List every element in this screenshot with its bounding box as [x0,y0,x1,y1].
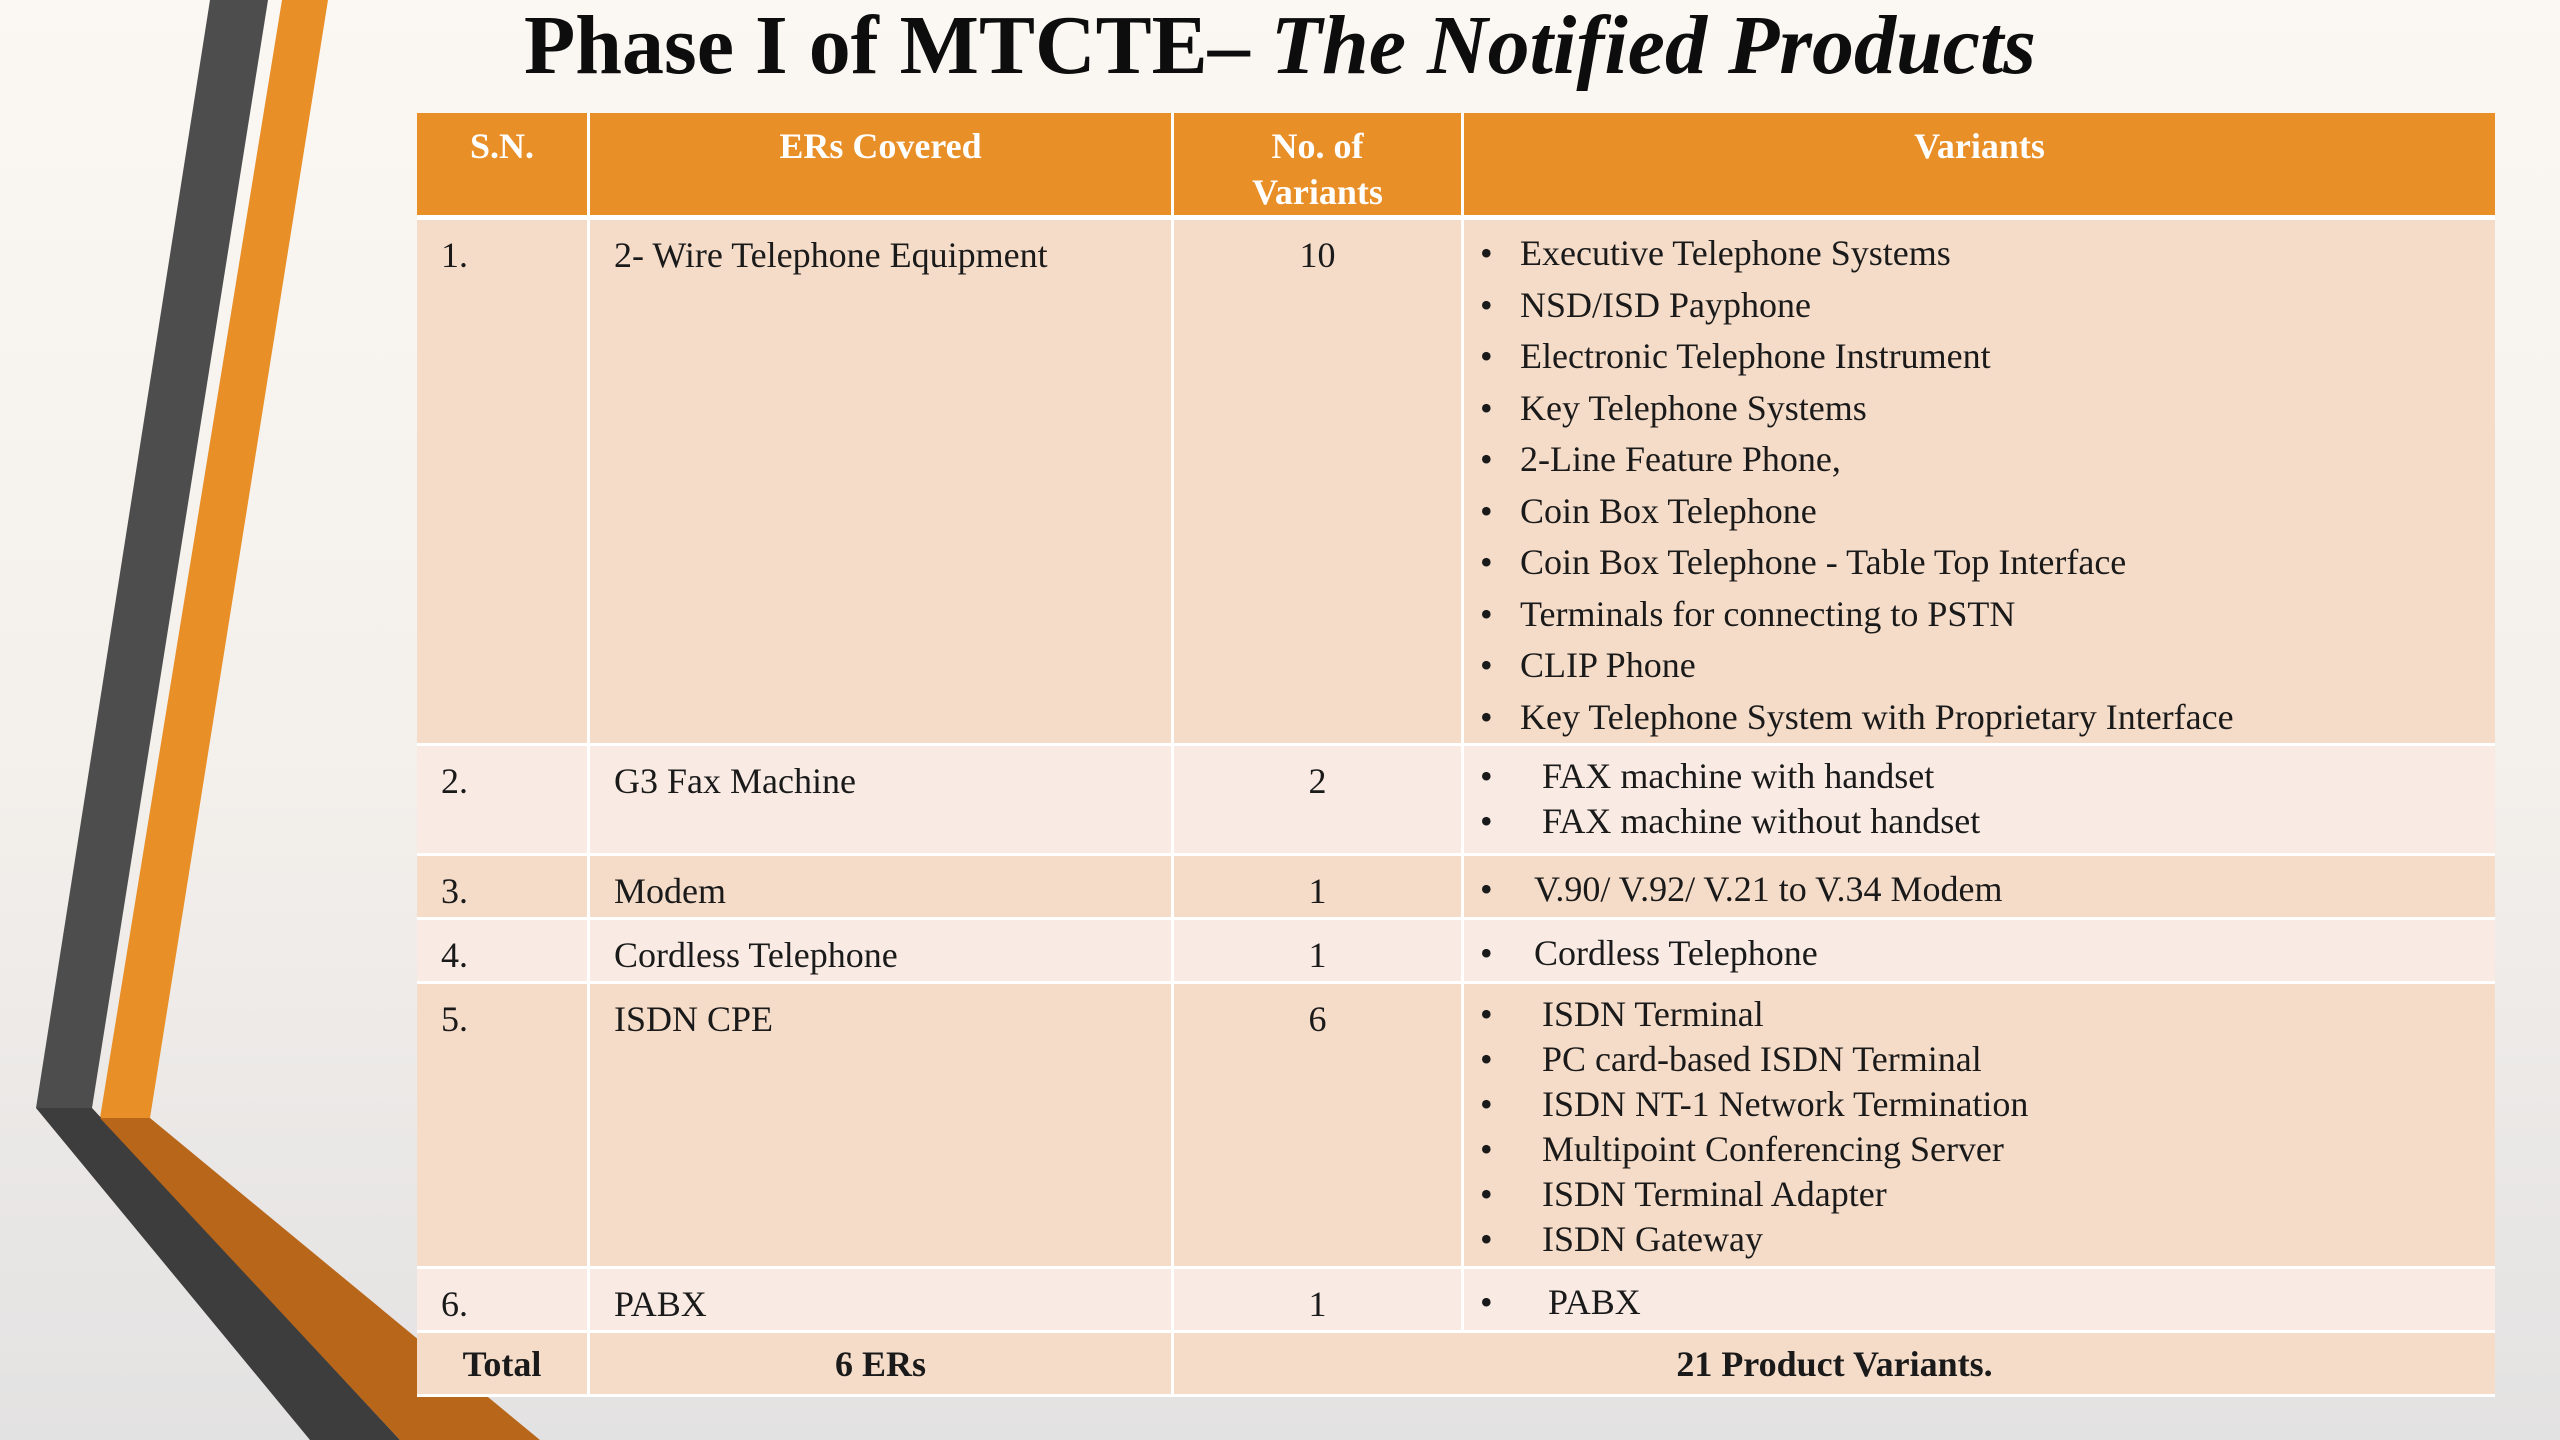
variant-list [1480,1277,2495,1327]
table-row [417,220,2495,746]
row-count: 6 [1174,984,1464,1269]
row-variants [1464,746,2495,856]
header-variants: Variants [1464,113,2495,220]
row-variants [1464,1269,2495,1333]
table-row [417,856,2495,920]
row-count: 1 [1174,920,1464,984]
variant-item: • Cordless Telephone [1480,928,2495,978]
variant-item: • Terminals for connecting to PSTN [1480,589,2495,641]
variant-item: • Key Telephone Systems [1480,383,2495,435]
table-row [417,746,2495,856]
header-no-of-variants-line2: Variants [1252,172,1383,212]
total-variants: 21 Product Variants. [1174,1333,2495,1397]
variant-item: • Electronic Telephone Instrument [1480,331,2495,383]
row-variants [1464,984,2495,1269]
table-row [417,920,2495,984]
row-variants [1464,920,2495,984]
row-er: G3 Fax Machine [590,746,1174,856]
row-er: Modem [590,856,1174,920]
row-sn: 6. [417,1269,590,1333]
variant-item: • V.90/ V.92/ V.21 to V.34 Modem [1480,864,2495,914]
products-table [417,113,2495,1397]
header-no-of-variants [1174,113,1464,220]
variant-item: • FAX machine with handset [1480,754,2495,799]
row-variants [1464,220,2495,746]
variant-item: • 2-Line Feature Phone, [1480,434,2495,486]
variant-item: • CLIP Phone [1480,640,2495,692]
variant-item: • FAX machine without handset [1480,799,2495,844]
gray-diagonal-stripe [36,1108,400,1440]
variant-list [1480,992,2495,1262]
variant-item: • Coin Box Telephone - Table Top Interface [1480,537,2495,589]
row-er: ISDN CPE [590,984,1174,1269]
variant-item: • Multipoint Conferencing Server [1480,1127,2495,1172]
table-row [417,1269,2495,1333]
header-sn: S.N. [417,113,590,220]
variant-list [1480,864,2495,914]
row-sn: 2. [417,746,590,856]
table-row [417,984,2495,1269]
slide-title [0,0,2560,92]
row-sn: 3. [417,856,590,920]
slide-title-italic: The Notified Products [1270,0,2036,92]
row-count: 10 [1174,220,1464,746]
row-er: Cordless Telephone [590,920,1174,984]
table-total-row [417,1333,2495,1397]
table-header-row [417,113,2495,220]
row-sn: 4. [417,920,590,984]
row-sn: 1. [417,220,590,746]
header-ers-covered: ERs Covered [590,113,1174,220]
variant-list [1480,754,2495,844]
total-label: Total [417,1333,590,1397]
slide-title-main: Phase I of MTCTE– [524,0,1271,92]
row-er: PABX [590,1269,1174,1333]
row-count: 1 [1174,1269,1464,1333]
row-er: 2- Wire Telephone Equipment [590,220,1174,746]
variant-item: • ISDN Terminal Adapter [1480,1172,2495,1217]
variant-item: • ISDN Gateway [1480,1217,2495,1262]
variant-item: • PC card-based ISDN Terminal [1480,1037,2495,1082]
variant-item: • NSD/ISD Payphone [1480,280,2495,332]
header-no-of-variants-line1: No. of [1271,126,1364,166]
variant-item: • PABX [1480,1277,2495,1327]
variant-item: • Key Telephone System with Proprietary Interface [1480,692,2495,744]
variant-list [1480,928,2495,978]
total-ers: 6 ERs [590,1333,1174,1397]
row-count: 1 [1174,856,1464,920]
row-count: 2 [1174,746,1464,856]
row-sn: 5. [417,984,590,1269]
row-variants [1464,856,2495,920]
variant-item: • ISDN NT-1 Network Termination [1480,1082,2495,1127]
variant-item: • ISDN Terminal [1480,992,2495,1037]
variant-list [1480,228,2495,743]
variant-item: • Executive Telephone Systems [1480,228,2495,280]
variant-item: • Coin Box Telephone [1480,486,2495,538]
